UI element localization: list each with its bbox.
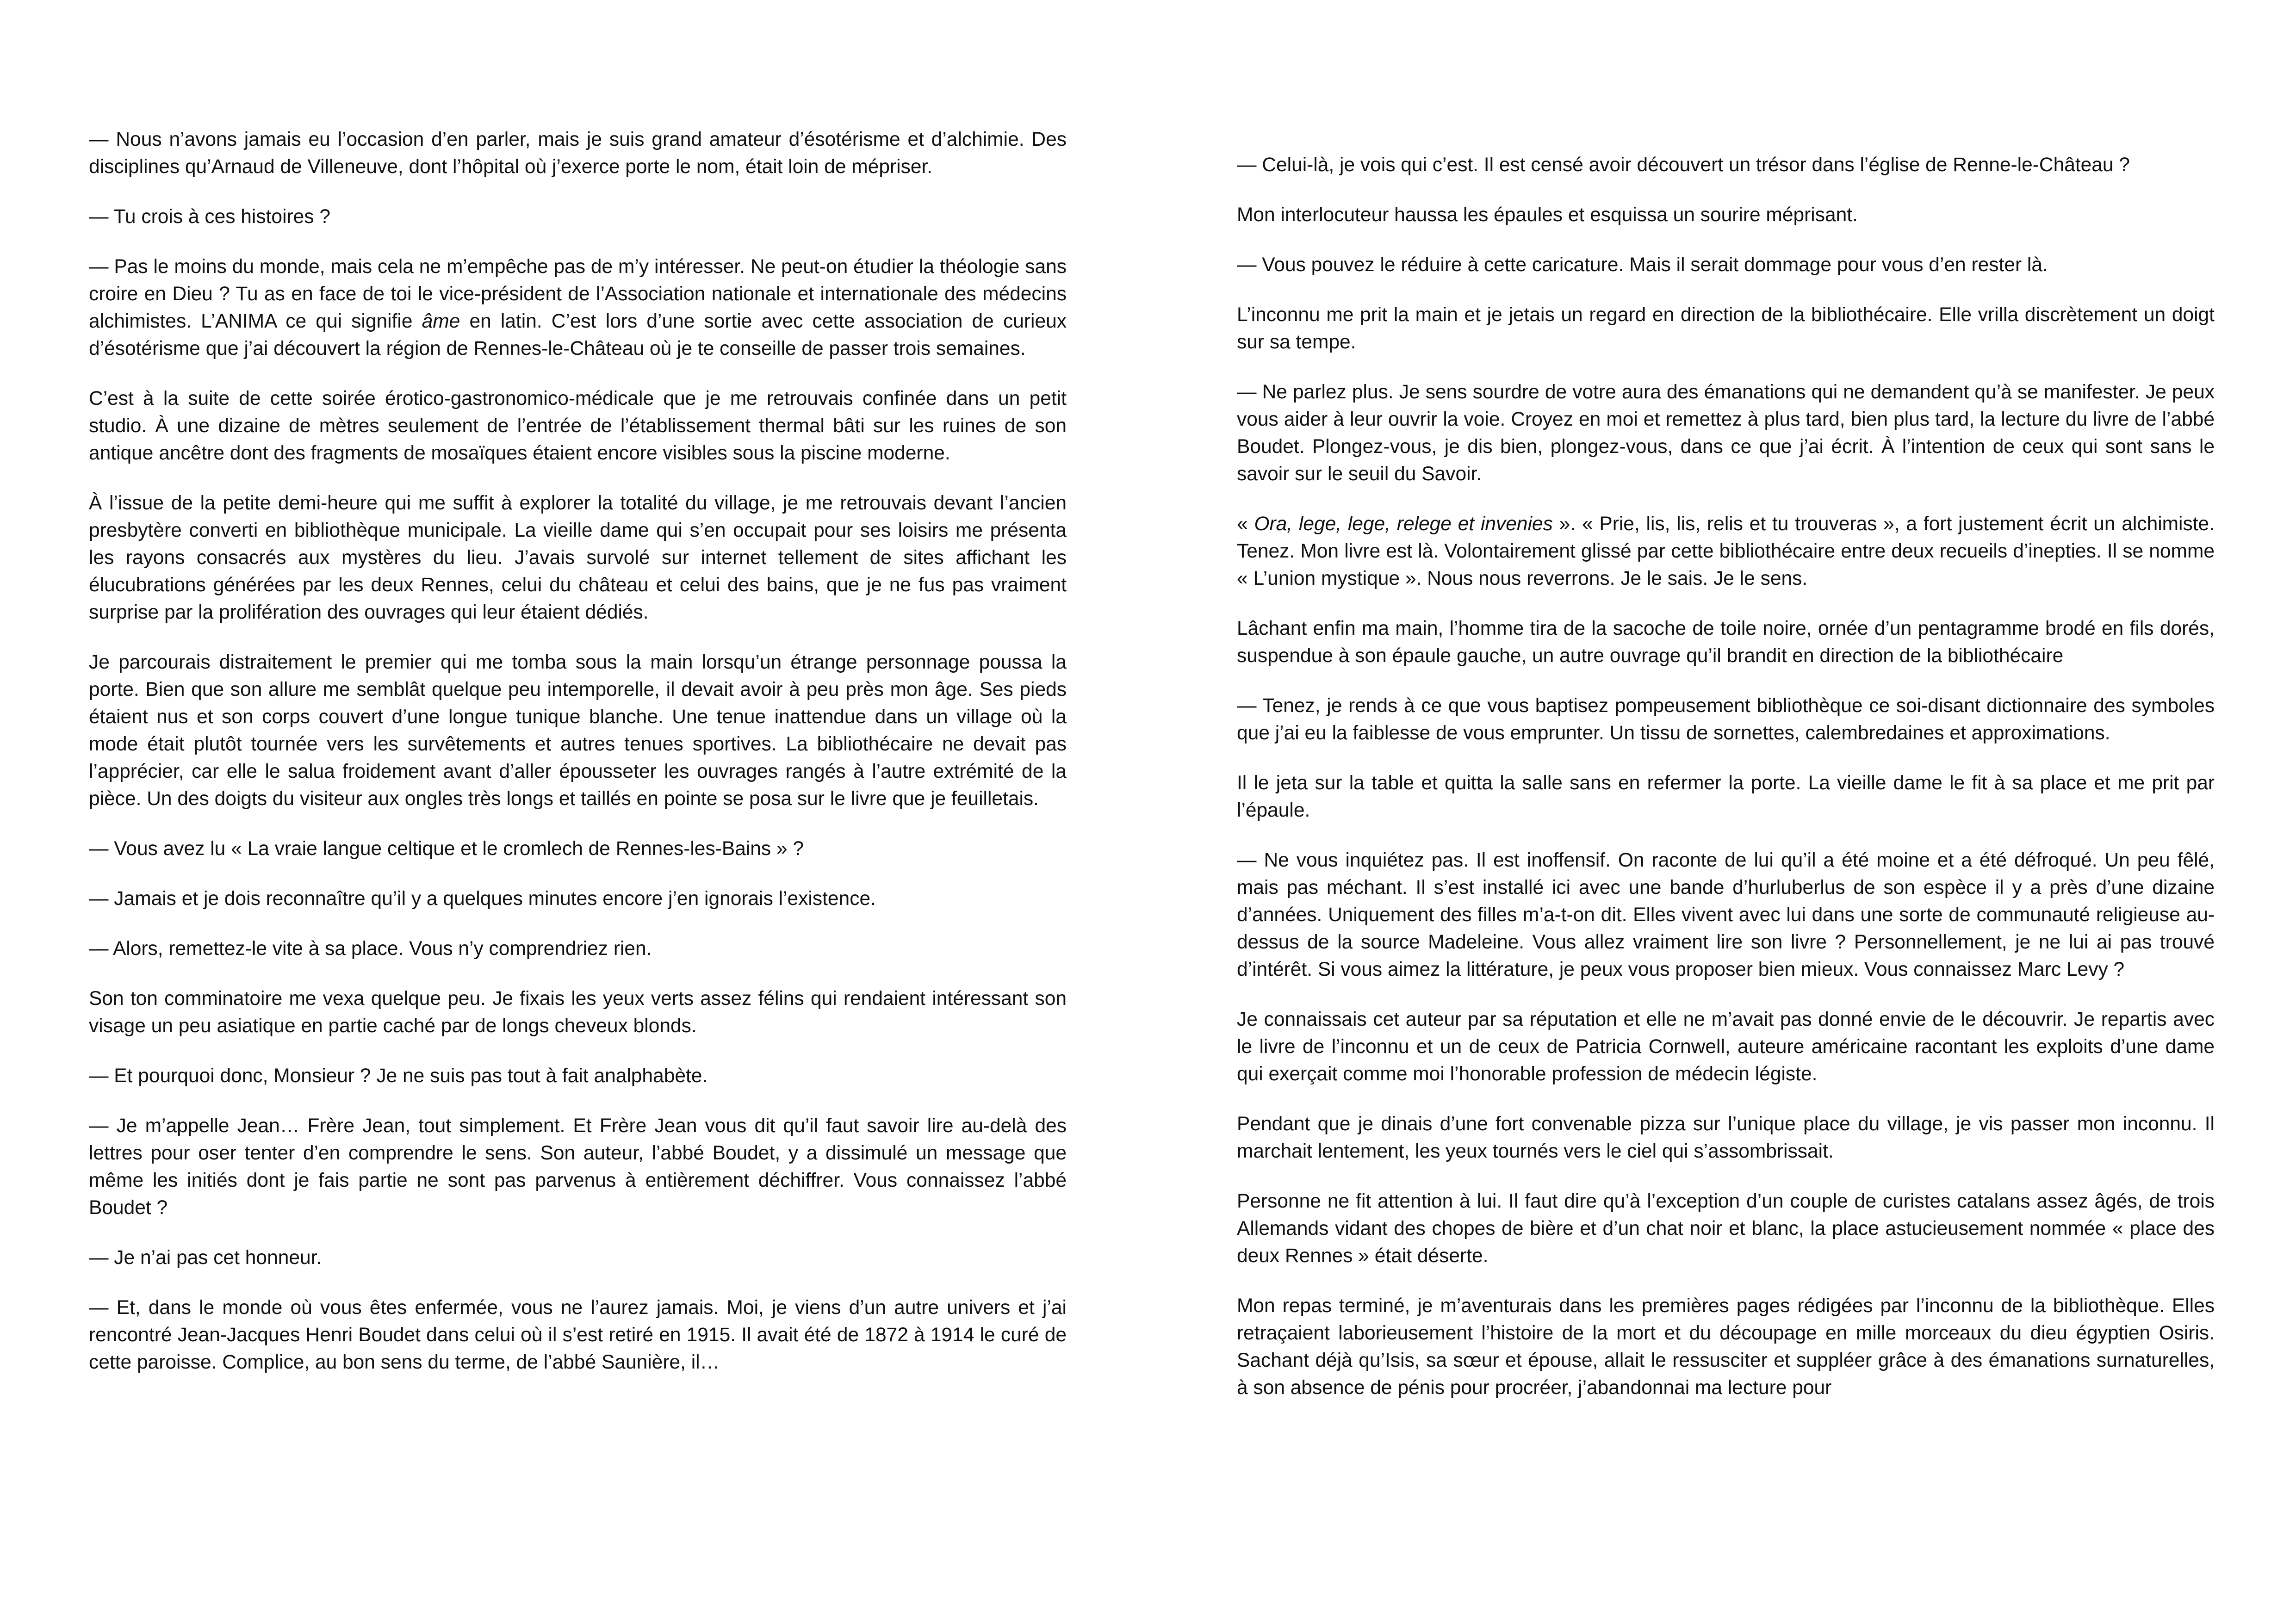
paragraph: Son ton comminatoire me vexa quelque peu. Je fixais les yeux verts assez félins qui rendaient intéressant son visage un peu asiatique en partie caché par de longs cheveux blonds. bbox=[89, 988, 1067, 1037]
paragraph: — Je n’ai pas cet honneur. bbox=[89, 1247, 322, 1269]
paragraph: — Ne vous inquiétez pas. Il est inoffensif. On raconte de lui qu’il a été moine et a été défroqué. Un peu fêlé, mais pas méchant. Il s’est installé ici avec une bande d’hurluberlus de son espèce il y a près d’une dizaine d’années. Uniquement des filles m’a-t-on dit. Elles vivent avec lui dans une sorte de communauté religieuse au-dessus de la source Madeleine. Vous allez vraiment lire son livre ? Personnellement, je ne lui ai pas trouvé d’intérêt. Si vous aimez la littérature, je peux vous proposer bien mieux. Vous connaissez Marc Levy ? bbox=[1237, 849, 2215, 980]
paragraph: — Et, dans le monde où vous êtes enfermée, vous ne l’aurez jamais. Moi, je viens d’un autre univers et j’ai rencontré Jean-Jacques Henri Boudet dans celui où il s’est retiré en 1915. Il avait été de 1872 à 1914 le curé de cette paroisse. Complice, au bon sens du terme, de l’abbé Saunière, il… bbox=[89, 1297, 1067, 1373]
paragraph: — Nous n’avons jamais eu l’occasion d’en parler, mais je suis grand amateur d’ésotérisme et d’alchimie. Des disciplines qu’Arnaud de Villeneuve, dont l’hôpital où j’exerce porte le nom, était loin de mépriser. bbox=[89, 129, 1067, 178]
paragraph: — Tu crois à ces histoires ? bbox=[89, 206, 330, 228]
paragraph-text: ». « Prie, lis, lis, relis et tu trouveras », a fort justement écrit un alchimiste. Tenez. Mon livre est là. Volontairement glissé par cette bibliothécaire entre deux recueils d’inepties. Il se nomme « L’union mystique ». Nous nous reverrons. Je le sais. Je le sens. bbox=[1237, 513, 2215, 589]
paragraph: Personne ne fit attention à lui. Il faut dire qu’à l’exception d’un couple de curistes catalans assez âgés, de trois Allemands vidant des chopes de bière et d’un chat noir et blanc, la place astucieusement nommée « place des deux Rennes » était déserte. bbox=[1237, 1190, 2215, 1267]
paragraph: L’inconnu me prit la main et je jetais un regard en direction de la bibliothécaire. Elle vrilla discrètement un doigt sur sa tempe. bbox=[1237, 304, 2215, 353]
paragraph: — Je m’appelle Jean… Frère Jean, tout simplement. Et Frère Jean vous dit qu’il faut savoir lire au-delà des lettres pour oser tenter d’en comprendre le sens. Son auteur, l’abbé Boudet, y a dissimulé un message que même les initiés dont je fais partie ne sont pas parvenus à entièrement déchiffrer. Vous connaissez l’abbé Boudet ? bbox=[89, 1115, 1067, 1219]
paragraph: Pendant que je dinais d’une fort convenable pizza sur l’unique place du village, je vis passer mon inconnu. Il marchait lentement, les yeux tournés vers le ciel qui s’assombrissait. bbox=[1237, 1113, 2215, 1162]
paragraph: — Celui-là, je vois qui c’est. Il est censé avoir découvert un trésor dans l’église de Renne-le-Château ? bbox=[1237, 154, 2130, 176]
emphasis-text: âme bbox=[422, 310, 460, 332]
paragraph: Je connaissais cet auteur par sa réputation et elle ne m’avait pas donné envie de le découvrir. Je repartis avec le livre de l’inconnu et un de ceux de Patricia Cornwell, auteure américaine racontant les exploits d’une dame qui exerçait comme moi l’honorable profession de médecin légiste. bbox=[1237, 1009, 2215, 1085]
paragraph-text: « bbox=[1237, 513, 1254, 535]
paragraph: — Tenez, je rends à ce que vous baptisez pompeusement bibliothèque ce soi-disant dictionnaire des symboles que j’ai eu la faiblesse de vous emprunter. Un tissu de sornettes, calembredaines et approximations. bbox=[1237, 695, 2215, 744]
paragraph: C’est à la suite de cette soirée érotico-gastronomico-médicale que je me retrouvais confinée dans un petit studio. À une dizaine de mètres seulement de l’entrée de l’établissement thermal bâti sur les ruines de son antique ancêtre dont des fragments de mosaïques étaient encore visibles sous la piscine moderne. bbox=[89, 388, 1067, 464]
paragraph: — Alors, remettez-le vite à sa place. Vous n’y comprendriez rien. bbox=[89, 938, 652, 960]
right-page bbox=[1148, 0, 2296, 1623]
paragraph-text: en latin. C’est lors d’une sortie avec cette association de curieux d’ésotérisme que j’ai découvert la région de Rennes-le-Château où je te conseille de passer trois semaines. bbox=[89, 310, 1067, 359]
paragraph: À l’issue de la petite demi-heure qui me suffit à explorer la totalité du village, je me retrouvais devant l’ancien presbytère converti en bibliothèque municipale. La vieille dame qui s’en occupait pour ses loisirs me présenta les rayons consacrés aux mystères du lieu. J’avais survolé sur internet tellement de sites affichant les élucubrations générées par les deux Rennes, celui du château et celui des bains, que je ne fus pas vraiment surprise par la prolifération des ouvrages qui leur étaient dédiés. bbox=[89, 492, 1067, 623]
paragraph: — Et pourquoi donc, Monsieur ? Je ne suis pas tout à fait analphabète. bbox=[89, 1065, 708, 1087]
paragraph: Je parcourais distraitement le premier qui me tomba sous la main lorsqu’un étrange personnage poussa la porte. Bien que son allure me semblât quelque peu intemporelle, il devait avoir à peu près mon âge. Ses pieds étaient nus et son corps couvert d’une longue tunique blanche. Une tenue inattendue dans un village où la mode était plutôt tournée vers les survêtements et autres tenues sportives. La bibliothécaire ne devait pas l’apprécier, car elle le salua froidement avant d’aller épousseter les ouvrages rangés à l’autre extrémité de la pièce. Un des doigts du visiteur aux ongles très longs et taillés en pointe se posa sur le livre que je feuilletais. bbox=[89, 651, 1067, 810]
paragraph bbox=[89, 253, 1067, 362]
paragraph: Mon repas terminé, je m’aventurais dans les premières pages rédigées par l’inconnu de la bibliothèque. Elles retraçaient laborieusement l’histoire de la mort et du découpage en mille morceaux du dieu égyptien Osiris. Sachant déjà qu’Isis, sa sœur et épouse, allait le ressusciter et suppléer grâce à des émanations surnaturelles, à son absence de pénis pour procréer, j’abandonnai ma lecture pour bbox=[1237, 1295, 2215, 1399]
paragraph: — Jamais et je dois reconnaître qu’il y a quelques minutes encore j’en ignorais l’existence. bbox=[89, 888, 876, 910]
paragraph: — Vous pouvez le réduire à cette caricature. Mais il serait dommage pour vous d’en rester là. bbox=[1237, 254, 2048, 276]
paragraph: — Vous avez lu « La vraie langue celtique et le cromlech de Rennes-les-Bains » ? bbox=[89, 838, 804, 860]
paragraph bbox=[1237, 510, 2215, 592]
paragraph-text: — Pas le moins du monde, mais cela ne m’empêche pas de m’y intéresser. Ne peut-on étudier la théologie sans croire en Dieu ? Tu as en face de toi le vice-président de l’Association nationale et internationale des médecins alchimistes. L’ANIMA ce qui signifie bbox=[89, 256, 1067, 332]
paragraph: Mon interlocuteur haussa les épaules et esquissa un sourire méprisant. bbox=[1237, 204, 1858, 226]
paragraph: Il le jeta sur la table et quitta la salle sans en refermer la porte. La vieille dame le fit à sa place et me prit par l’épaule. bbox=[1237, 772, 2215, 821]
paragraph: Lâchant enfin ma main, l’homme tira de la sacoche de toile noire, ornée d’un pentagramme brodé en fils dorés, suspendue à son épaule gauche, un autre ouvrage qu’il brandit en direction de la bibliothécaire bbox=[1237, 618, 2215, 667]
emphasis-text: Ora, lege, lege, relege et invenies bbox=[1254, 513, 1553, 535]
paragraph: — Ne parlez plus. Je sens sourdre de votre aura des émanations qui ne demandent qu’à se manifester. Je peux vous aider à leur ouvrir la voie. Croyez en moi et remettez à plus tard, bien plus tard, la lecture du livre de l’abbé Boudet. Plongez-vous, je dis bien, plongez-vous, dans ce que j’ai écrit. À l’intention de ceux qui sont sans le savoir sur le seuil du Savoir. bbox=[1237, 381, 2215, 485]
